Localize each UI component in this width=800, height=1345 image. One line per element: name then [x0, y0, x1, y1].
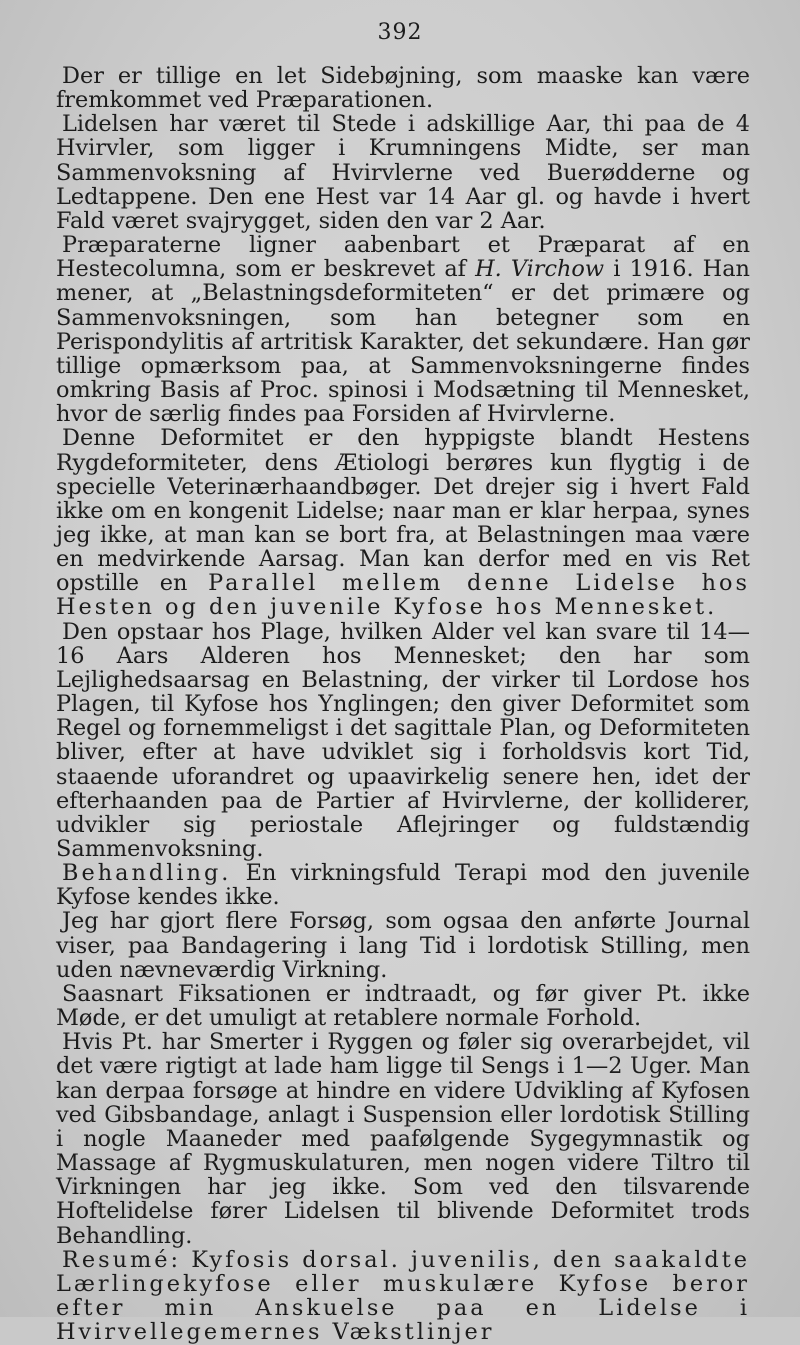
- paragraph: [56, 1248, 750, 1345]
- paragraph: [56, 426, 750, 619]
- text-run: Den opstaar hos Plage, hvilken Alder vel kan svare til 14—16 Aars Alderen hos Mennesket; den har som Lejlighedsaarsag en Belastning, der virker til Lordose hos Plagen, til Kyfose hos Ynglingen; den giver Deformitet som Regel og fornemmeligst i det sagittale Plan, og Deformiteten bliver, efter at have udviklet sig i forholdsvis kort Tid, staaende uforandret og upaavirkelig senere hen, idet der efterhaanden paa de Partier af Hvirvlerne, der kolliderer, udvikler sig periostale Aflejringer og fuldstændig Sammenvoksning.: [56, 618, 750, 862]
- paragraph: [56, 909, 750, 981]
- text-run: Denne Deformitet er den hyppigste blandt Hestens Rygdeformiteter, dens Ætiologi berøres kun flygtig i de specielle Veterinærhaandbøger. Det drejer sig i hvert Fald ikke om en kongenit Lidelse; naar man er klar herpaa, synes jeg ikke, at man kan se bort fra, at Belastningen maa være en medvirkende Aarsag. Man kan derfor med en vis Ret opstille en: [56, 425, 750, 597]
- page-number: 392: [377, 20, 423, 45]
- spaced-emphasis-text: Behandling.: [62, 860, 232, 887]
- text-run: i 1916. Han mener, at „Belastningsdeformiteten“ er det primære og Sammenvoksningen, som han betegner som en Perispondylitis af artritisk Karakter, det sekundære. Han gør tillige opmærksom paa, at Sammenvoksningerne findes omkring Basis af Proc. spinosi i Modsætning til Mennesket, hvor de særlig findes paa Forsiden af Hvirvlerne.: [56, 256, 750, 428]
- text-run: Præparaterne ligner aabenbart et Præparat af en Hestecolumna, som er beskrevet af: [56, 232, 750, 283]
- text-run: Hvis Pt. har Smerter i Ryggen og føler sig overarbejdet, vil det være rigtigt at lade ham ligge til Sengs i 1—2 Uger. Man kan derpaa forsøge at hindre en videre Udvikling af Kyfosen ved Gibsbandage, anlagt i Suspension eller lordotisk Stilling i nogle Maaneder med paafølgende Sygegymnastik og Massage af Rygmuskulaturen, men nogen videre Tiltro til Virkningen har jeg ikke. Som ved den tilsvarende Hoftelidelse fører Lidelsen til blivende Deformitet trods Behandling.: [56, 1029, 750, 1249]
- paragraph: [56, 620, 750, 862]
- spaced-emphasis-text: Parallel mellem denne Lidelse hos Hesten og den juvenile Kyfose hos Mennesket.: [56, 570, 750, 621]
- paragraph: [56, 112, 750, 233]
- body-text: [56, 64, 750, 1344]
- paragraph: [56, 233, 750, 426]
- italic-text: H. Virchow: [475, 256, 605, 283]
- paragraph: [56, 1030, 750, 1247]
- text-run: Der er tillige en let Sidebøjning, som maaske kan være fremkommet ved Præparationen.: [56, 63, 750, 114]
- paragraph: [56, 64, 750, 112]
- spaced-emphasis-text: Resumé: Kyfosis dorsal. juvenilis, den saakaldte Lærlingekyfose eller muskulære Kyfose beror efter min Anskuelse paa en Lidelse i Hvirvellegemernes Vækstlinjer: [56, 1246, 750, 1345]
- text-run: Lidelsen har været til Stede i adskillige Aar, thi paa de 4 Hvirvler, som ligger i Krumningens Midte, ser man Sammenvoksning af Hvirvlerne ved Buerødderne og Ledtappene. Den ene Hest var 14 Aar gl. og havde i hvert Fald været svajrygget, siden den var 2 Aar.: [56, 111, 750, 234]
- paragraph: [56, 861, 750, 909]
- text-run: Saasnart Fiksationen er indtraadt, og før giver Pt. ikke Møde, er det umuligt at retablere normale Forhold.: [56, 980, 750, 1032]
- text-run: Jeg har gjort flere Forsøg, som ogsaa den anførte Journal viser, paa Bandagering i lang Tid i lordotisk Stilling, men uden nævneværdig Virkning.: [56, 908, 750, 983]
- text-run: En virkningsfuld Terapi mod den juvenile Kyfose kendes ikke.: [56, 860, 750, 911]
- paragraph: [56, 982, 750, 1030]
